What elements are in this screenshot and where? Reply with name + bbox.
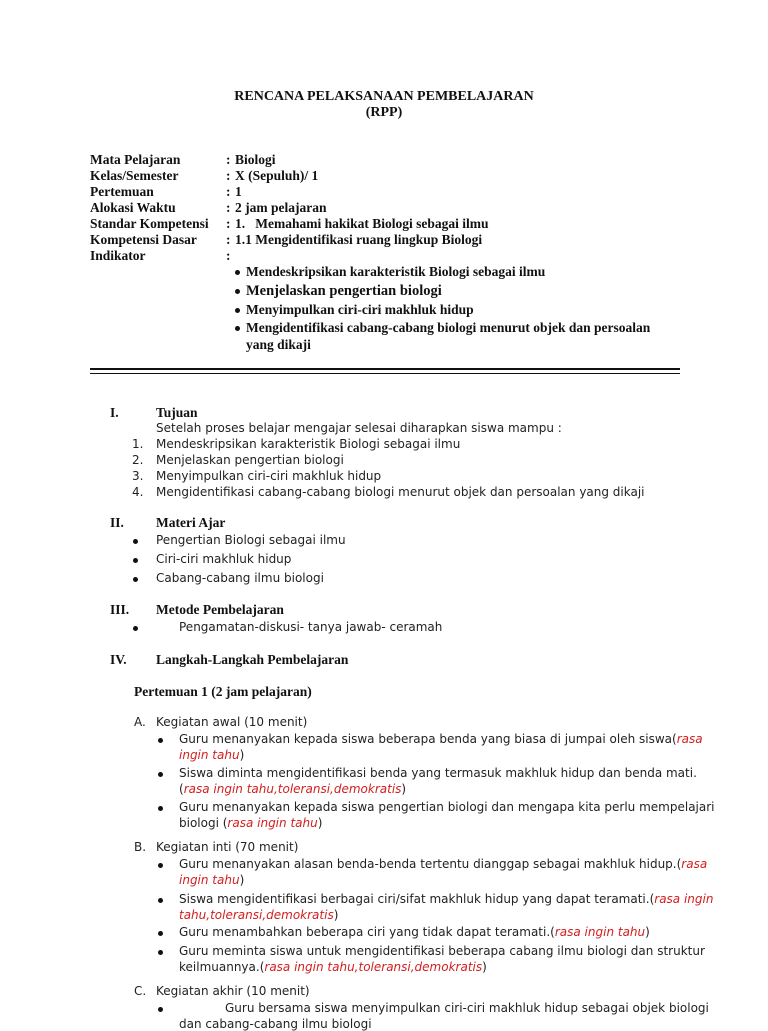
double-rule-thin: [90, 373, 680, 374]
bullet-icon: [235, 289, 240, 294]
activity-text: Guru menambahkan beberapa ciri yang tidak dapat teramati.(rasa ingin tahu): [179, 925, 650, 939]
identity-label: Standar Kompetensi: [90, 216, 209, 231]
identity-separator: :: [226, 184, 231, 199]
bullet-icon: [235, 326, 240, 331]
list-item: Pengamatan-diskusi- tanya jawab- ceramah: [179, 620, 443, 634]
section-intro: Setelah proses belajar mengajar selesai diharapkan siswa mampu :: [156, 421, 562, 435]
bullet-icon: [158, 950, 163, 955]
identity-value: X (Sepuluh)/ 1: [235, 168, 319, 183]
section-number: III.: [110, 602, 130, 617]
bullet-icon: [133, 539, 138, 544]
activity-text: Guru menanyakan kepada siswa beberapa benda yang biasa di jumpai oleh siswa(rasa: [179, 732, 703, 746]
section-title: Materi Ajar: [156, 515, 226, 530]
section-number: I.: [110, 405, 119, 420]
document-title: RENCANA PELAKSANAAN PEMBELAJARAN: [234, 89, 534, 104]
list-item: Pengertian Biologi sebagai ilmu: [156, 533, 346, 547]
step-letter: A.: [134, 715, 146, 729]
activity-text: Guru menanyakan kepada siswa pengertian biologi dan mengapa kita perlu mempelajari: [179, 800, 715, 814]
section-title: Tujuan: [156, 405, 198, 420]
document-subtitle: (RPP): [365, 105, 403, 120]
activity-text: Siswa diminta mengidentifikasi benda yang termasuk makhluk hidup dan benda mati.: [179, 766, 697, 780]
identity-label: Alokasi Waktu: [90, 200, 176, 215]
bullet-icon: [158, 738, 163, 743]
step-letter: C.: [134, 984, 147, 998]
activity-text: Siswa mengidentifikasi berbagai ciri/sifat makhluk hidup yang dapat teramati.(rasa ingin: [179, 892, 714, 906]
identity-label: Kelas/Semester: [90, 168, 179, 183]
bullet-icon: [158, 898, 163, 903]
list-item: Cabang-cabang ilmu biologi: [156, 571, 324, 585]
activity-text-continued: biologi (rasa ingin tahu): [179, 816, 323, 830]
identity-value: 1. Memahami hakikat Biologi sebagai ilmu: [235, 216, 489, 231]
indikator-item: Menjelaskan pengertian biologi: [246, 283, 442, 299]
activity-text-continued: ingin tahu): [179, 748, 245, 762]
identity-label: Kompetensi Dasar: [90, 232, 197, 247]
step-title: Kegiatan akhir (10 menit): [156, 984, 310, 998]
identity-value: Biologi: [235, 152, 276, 167]
identity-separator: :: [226, 248, 231, 263]
identity-separator: :: [226, 232, 231, 247]
step-title: Kegiatan inti (70 menit): [156, 840, 299, 854]
step-title: Kegiatan awal (10 menit): [156, 715, 308, 729]
identity-label: Mata Pelajaran: [90, 152, 181, 167]
identity-separator: :: [226, 216, 231, 231]
activity-text: Guru menanyakan alasan benda-benda tertentu dianggap sebagai makhluk hidup.(rasa: [179, 857, 708, 871]
bullet-icon: [133, 558, 138, 563]
section-title: Langkah-Langkah Pembelajaran: [156, 652, 349, 667]
activity-text-continued: keilmuannya.(rasa ingin tahu,toleransi,demokratis): [179, 960, 487, 974]
section-title: Metode Pembelajaran: [156, 602, 284, 617]
section-number: II.: [110, 515, 124, 530]
bullet-icon: [158, 863, 163, 868]
list-item: Mengidentifikasi cabang-cabang biologi menurut objek dan persoalan yang dikaji: [156, 485, 645, 499]
list-item: Ciri-ciri makhluk hidup: [156, 552, 292, 566]
activity-text: Guru meminta siswa untuk mengidentifikasi beberapa cabang ilmu biologi dan struktur: [179, 944, 705, 958]
bullet-icon: [158, 772, 163, 777]
identity-separator: :: [226, 168, 231, 183]
section-number: IV.: [110, 652, 127, 667]
activity-text-continued: dan cabang-cabang ilmu biologi: [179, 1017, 372, 1031]
bullet-icon: [158, 931, 163, 936]
bullet-icon: [158, 1007, 163, 1012]
activity-text-continued: (rasa ingin tahu,toleransi,demokratis): [179, 782, 407, 796]
bullet-icon: [235, 308, 240, 313]
identity-label: Pertemuan: [90, 184, 154, 199]
list-item: Mendeskripsikan karakteristik Biologi sebagai ilmu: [156, 437, 461, 451]
list-number: 2.: [132, 453, 144, 467]
bullet-icon: [133, 626, 138, 631]
bullet-icon: [133, 577, 138, 582]
identity-value: 1: [235, 184, 242, 199]
bullet-icon: [158, 806, 163, 811]
activity-text: Guru bersama siswa menyimpulkan ciri-ciri makhluk hidup sebagai objek biologi: [225, 1001, 709, 1015]
identity-label: Indikator: [90, 248, 146, 263]
indikator-item: Mengidentifikasi cabang-cabang biologi menurut objek dan persoalan: [246, 320, 651, 335]
activity-text-continued: ingin tahu): [179, 873, 245, 887]
list-item: Menyimpulkan ciri-ciri makhluk hidup: [156, 469, 382, 483]
activity-text-continued: tahu,toleransi,demokratis): [179, 908, 339, 922]
list-number: 4.: [132, 485, 144, 499]
indikator-item: Menyimpulkan ciri-ciri makhluk hidup: [246, 302, 474, 317]
indikator-item-continued: yang dikaji: [246, 337, 311, 352]
step-letter: B.: [134, 840, 147, 854]
identity-value: 2 jam pelajaran: [235, 200, 327, 215]
double-rule-thick: [90, 368, 680, 370]
indikator-item: Mendeskripsikan karakteristik Biologi sebagai ilmu: [246, 264, 546, 279]
list-number: 3.: [132, 469, 144, 483]
bullet-icon: [235, 270, 240, 275]
list-item: Menjelaskan pengertian biologi: [156, 453, 344, 467]
meeting-heading: Pertemuan 1 (2 jam pelajaran): [134, 684, 312, 699]
identity-separator: :: [226, 152, 231, 167]
list-number: 1.: [132, 437, 144, 451]
identity-separator: :: [226, 200, 231, 215]
identity-value: 1.1 Mengidentifikasi ruang lingkup Biologi: [235, 232, 483, 247]
